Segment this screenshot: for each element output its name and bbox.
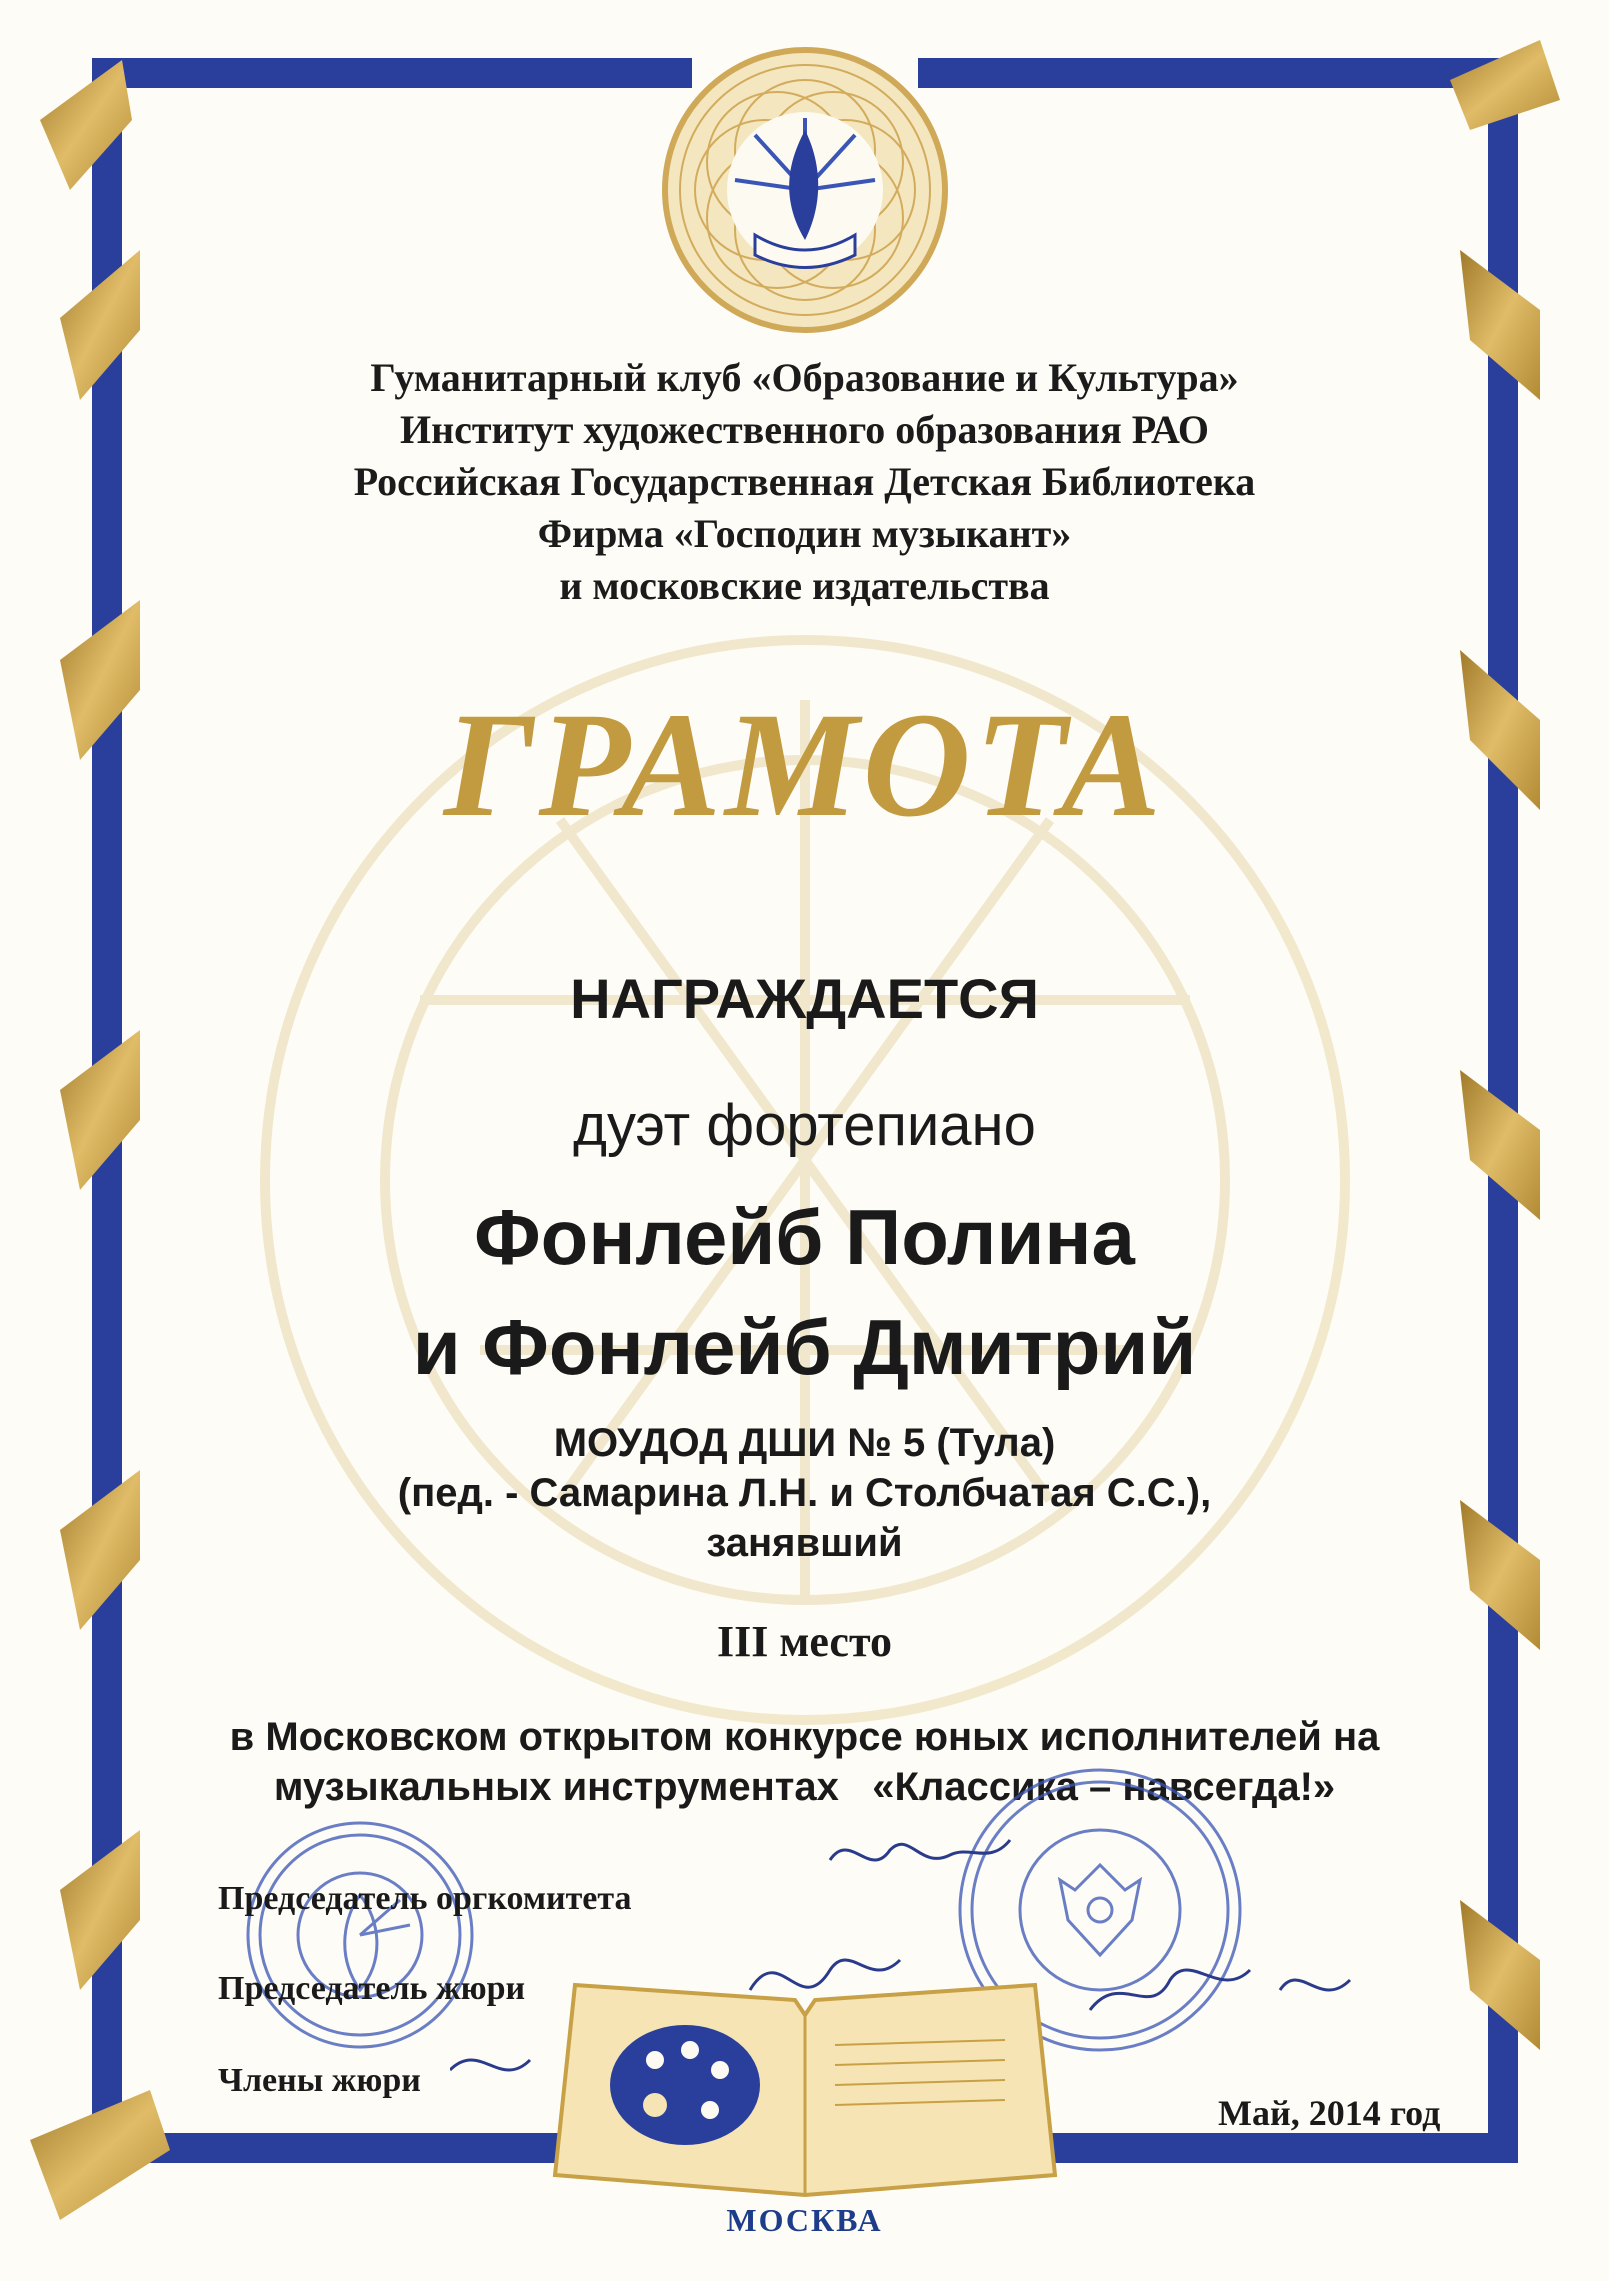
institution-block [0,1418,1609,1568]
jury-chair-label: Председатель жюри [218,1970,526,2007]
recipient-name-1: Фонлейб Полина [474,1193,1135,1281]
institution-name: МОУДОД ДШИ № 5 (Тула) [553,1421,1056,1465]
organizer-line: и московские издательства [559,563,1050,608]
organizer-line: Гуманитарный клуб «Образование и Культура» [370,355,1239,400]
awarded-heading: НАГРАЖДАЕТСЯ [570,967,1039,1030]
signatures-handwritten-icon [450,1820,1450,2100]
jury-members-label: Члены жюри [218,2062,421,2099]
organizer-line: Институт художественного образования РАО [399,407,1210,452]
organizer-line: Фирма «Господин музыкант» [537,511,1072,556]
contest-line-2: музыкальных инструментах «Классика – навсегда!» [273,1765,1336,1809]
org-chair-label: Председатель оргкомитета [218,1880,632,1917]
organizers-block [0,352,1609,612]
taken-line: занявший [706,1521,903,1565]
nominee-type: дуэт фортепиано [573,1093,1036,1158]
teachers-line: (пед. - Самарина Л.Н. и Столбчатая С.С.), [397,1471,1212,1515]
contest-block [0,1712,1609,1812]
laurel-scroll-emblem-icon [655,40,955,340]
city-label: МОСКВА [726,2202,883,2238]
certificate-title: ГРАМОТА [443,682,1166,848]
place-label: III место [717,1617,892,1666]
recipient-name-2: и Фонлейб Дмитрий [412,1303,1197,1391]
organizer-line: Российская Государственная Детская Библиотека [353,459,1256,504]
issue-date: Май, 2014 год [1218,2093,1441,2133]
contest-line-1: в Московском открытом конкурсе юных исполнителей на [229,1715,1380,1759]
club-round-stamp-icon [240,1815,480,2055]
